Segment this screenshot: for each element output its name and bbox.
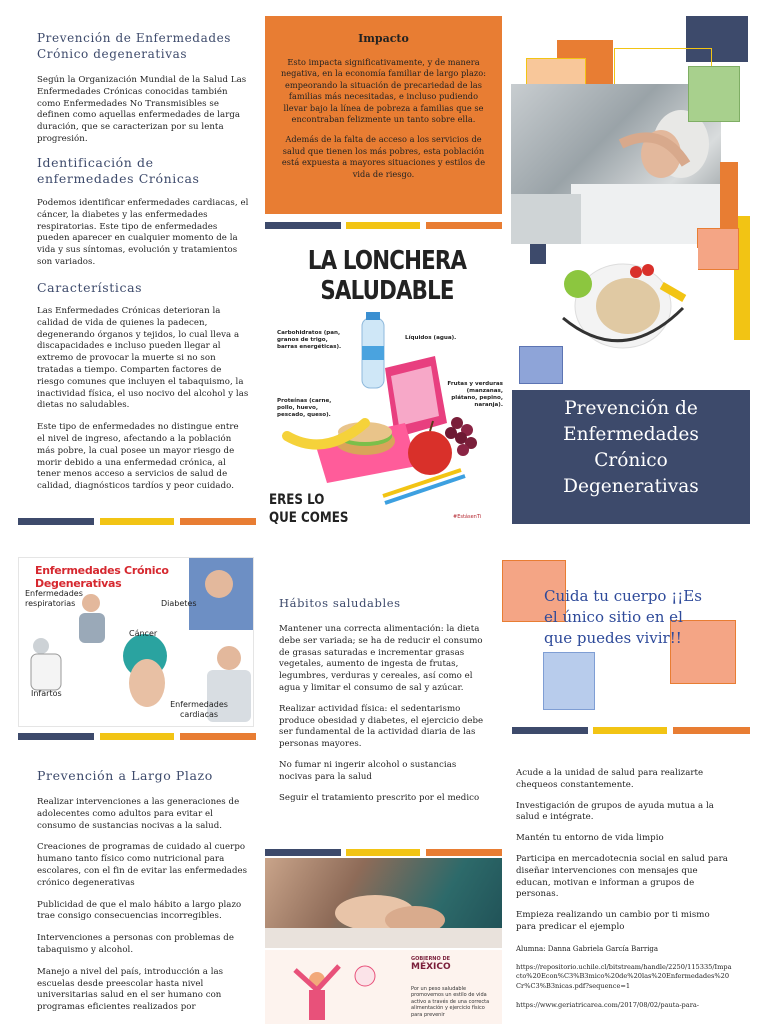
gobierno-logo-line1: GOBIERNO DE [411, 956, 451, 962]
lonchera-title-line2: SALUDABLE [320, 276, 454, 306]
divider-bar [346, 849, 420, 856]
section-tips [516, 768, 732, 1010]
cover-title-box [512, 390, 750, 524]
food-plate-illustration [548, 248, 698, 358]
divider-bar [100, 518, 174, 525]
divider-bar [180, 733, 256, 740]
largo-item: Manejo a nivel del país, introducción a las escuelas desde preescolar hasta nivel universitarias salud en el ser humano con programas eficientes realizados por [37, 966, 224, 1013]
divider-bar [180, 518, 256, 525]
caracteristicas-paragraph-2: Este tipo de enfermedades no distingue entre el nivel de ingreso, afectando a la población más pobre, la cual posee un mayor riesgo de morir debido a una enfermedad crónica, al tener menos acceso a servicios de salud de calidad, diagnósticos tardíos y peor cuidado. [37, 422, 239, 492]
hashtag: #EstásenTi [453, 514, 482, 520]
impact-paragraph-1: Esto impacta significativamente, y de manera negativa, en la economía familiar de largo plazo: empeorando la situación de precariedad de las familias más necesitadas, e incluso pudiendo llevar bajo la línea de pobreza a familias que se encontraban felizmente un tanto sobre ella. [280, 57, 487, 125]
label-cardiacas: Enfermedades cardiacas [170, 700, 228, 719]
largo-item: Realizar intervenciones a las generaciones de adolecentes como adultos para evitar el consumo de sustancias nocivas a la salud. [37, 797, 240, 831]
tip-item: Mantén tu entorno de vida limpio [516, 833, 664, 844]
impact-paragraph-2: Además de la falta de acceso a los servicios de salud que tienen los más pobres, esta población está expuesta a mayores situaciones y estilos de vida de riesgo. [281, 134, 486, 179]
lonchera-poster [265, 238, 509, 530]
divider-bar [100, 733, 174, 740]
habitos-item: Seguir el tratamiento prescrito por el medico [279, 792, 480, 803]
exercise-illustration [265, 950, 395, 1024]
label-proteinas: Proteínas (carne, pollo, huevo, pescado, queso). [277, 398, 332, 418]
label-diabetes: Diabetes [161, 599, 197, 608]
main-heading: Prevención de Enfermedades Crónico degenerativas [37, 31, 232, 61]
divider-bar [426, 849, 502, 856]
tip-item: Empieza realizando un cambio por ti mismo para predicar el ejemplo [516, 910, 710, 932]
section-identificacion [37, 155, 249, 269]
divider-bar [18, 733, 94, 740]
largo-plazo-heading: Prevención a Largo Plazo [37, 768, 213, 783]
diseases-infographic [18, 557, 254, 727]
decor-square [688, 66, 740, 122]
divider-bar [346, 222, 420, 229]
identificacion-paragraph: Podemos identificar enfermedades cardiacas, el cáncer, la diabetes y las enfermedades respiratorias. Este tipo de enfermedades pueden aparecer en cualquier momento de la vida y sus síntomas, evolución y tratamientos son variados. [37, 198, 249, 267]
cuida-text: Cuida tu cuerpo ¡¡Es el único sitio en el que puedes vivir!! [544, 587, 702, 647]
caracteristicas-heading: Características [37, 280, 143, 295]
poster-text: Por un peso saludable promovemos un estilo de vida activo a través de una correcta alimentación y ejercicio físico para prevenir [411, 986, 490, 1018]
label-liquidos: Líquidos (agua). [405, 335, 457, 341]
identificacion-heading: Identificación de enfermedades Crónicas [37, 155, 200, 186]
reference-link-1[interactable]: https://repositorio.uchile.cl/bitstream/handle/2250/115335/Impacto%20Econ%C3%B3mico%20de%20las%20Enfermedades%20Cr%C3%B3nicas.pdf?sequence=1 [516, 962, 732, 990]
divider-bar [265, 849, 341, 856]
cover-title: Prevención de Enfermedades Crónico Degenerativas [563, 398, 699, 497]
largo-item: Intervenciones a personas con problemas de tabaquismo y alcohol. [37, 933, 234, 955]
decor-square [697, 228, 739, 270]
decor-square [530, 244, 546, 264]
impact-heading: Impacto [358, 32, 409, 45]
largo-item: Publicidad de que el malo hábito a largo plazo trae consigo consecuencias incorregibles. [37, 899, 242, 922]
intro-paragraph: Según la Organización Mundial de la Salud Las Enfermedades Crónicas conocidas también como Enfermedades No Transmisibles se definen como aquellas enfermedades de larga duración, que se caracterizan por su lenta progresión. [37, 75, 247, 144]
gobierno-logo [411, 956, 451, 972]
label-respiratorias: Enfermedades respiratorias [25, 589, 83, 608]
hands-illustration [265, 858, 502, 948]
reference-link-2[interactable]: https://www.geriatricarea.com/2017/08/02/pauta-para- [516, 1000, 700, 1009]
water-bottle [362, 312, 384, 388]
divider-bar [265, 222, 341, 229]
habitos-heading: Hábitos saludables [279, 596, 401, 610]
label-carbohidratos: Carbohidratos (pan, granos de trigo, barras energéticas). [277, 330, 342, 350]
diseases-title: Enfermedades Crónico Degenerativas [35, 564, 169, 590]
decor-square [519, 346, 563, 384]
decor-square [543, 652, 595, 710]
divider-bar [426, 222, 502, 229]
habitos-item: No fumar ni ingerir alcohol o sustancias nocivas para la salud [279, 759, 457, 782]
divider-bar [512, 727, 588, 734]
section-caracteristicas [37, 280, 249, 493]
tip-item: Acude a la unidad de salud para realizarte chequeos constantemente. [516, 768, 704, 790]
lonchera-title-line1: LA LONCHERA [307, 246, 467, 276]
divider-bar [593, 727, 667, 734]
slogan-line2: QUE COMES [269, 510, 349, 526]
food-stethoscope-photo [548, 248, 698, 358]
divider-bar [18, 518, 94, 525]
section-largo-plazo [37, 768, 249, 1014]
gobierno-poster [265, 950, 502, 1024]
elderly-hands-photo [265, 858, 502, 948]
divider-bar [673, 727, 750, 734]
impact-box [265, 16, 502, 214]
label-cancer: Cáncer [129, 629, 158, 638]
section-intro [37, 30, 249, 146]
section-habitos [279, 596, 491, 804]
habitos-item: Realizar actividad física: el sedentarismo produce obesidad y diabetes, el ejercicio debe ser fundamental de la actividad diaria de las personas mayores. [279, 703, 484, 750]
crayons [383, 470, 465, 503]
gobierno-logo-line2: MÉXICO [411, 962, 451, 972]
habitos-item: Mantener una correcta alimentación: la dieta debe ser variada; se ha de reducir el consumo de grasas saturadas e incrementar grasas vegetales, aumento de ingesta de frutas, legumbres, verduras y cereales, así como el agua y limitar el consumo de sal y azúcar. [279, 624, 483, 693]
tip-item: Participa en mercadotecnia social en salud para diseñar intervenciones con mensajes que educan, motivan e informan a grupos de personas. [516, 853, 728, 900]
largo-item: Creaciones de programas de cuidado al cuerpo humano tanto físico como nutricional para escolares, con el fin de evitar las enfermedades crónico degenerativas [37, 842, 248, 888]
tip-item: Investigación de grupos de ayuda mutua a la salud e intégrate. [516, 800, 714, 823]
author-line: Alumna: Danna Gabriela García Barriga [516, 944, 659, 953]
caracteristicas-paragraph-1: Las Enfermedades Crónicas deterioran la calidad de vida de quienes la padecen, degenerando órganos y tejidos, lo cual lleva a discapacidades e incluso pueden llegar al extremo de provocar la muerte si no son tratadas a tiempo. Comparten factores de riesgo comunes que incluyen el tabaquismo, la inactividad física, el uso nocivo del alcohol y las dietas no saludables. [37, 306, 249, 411]
slogan-line1: ERES LO [269, 492, 325, 508]
label-infartos: Infartos [31, 689, 62, 698]
label-frutas: Frutas y verduras (manzanas, plátano, pepino, naranja). [447, 381, 503, 408]
